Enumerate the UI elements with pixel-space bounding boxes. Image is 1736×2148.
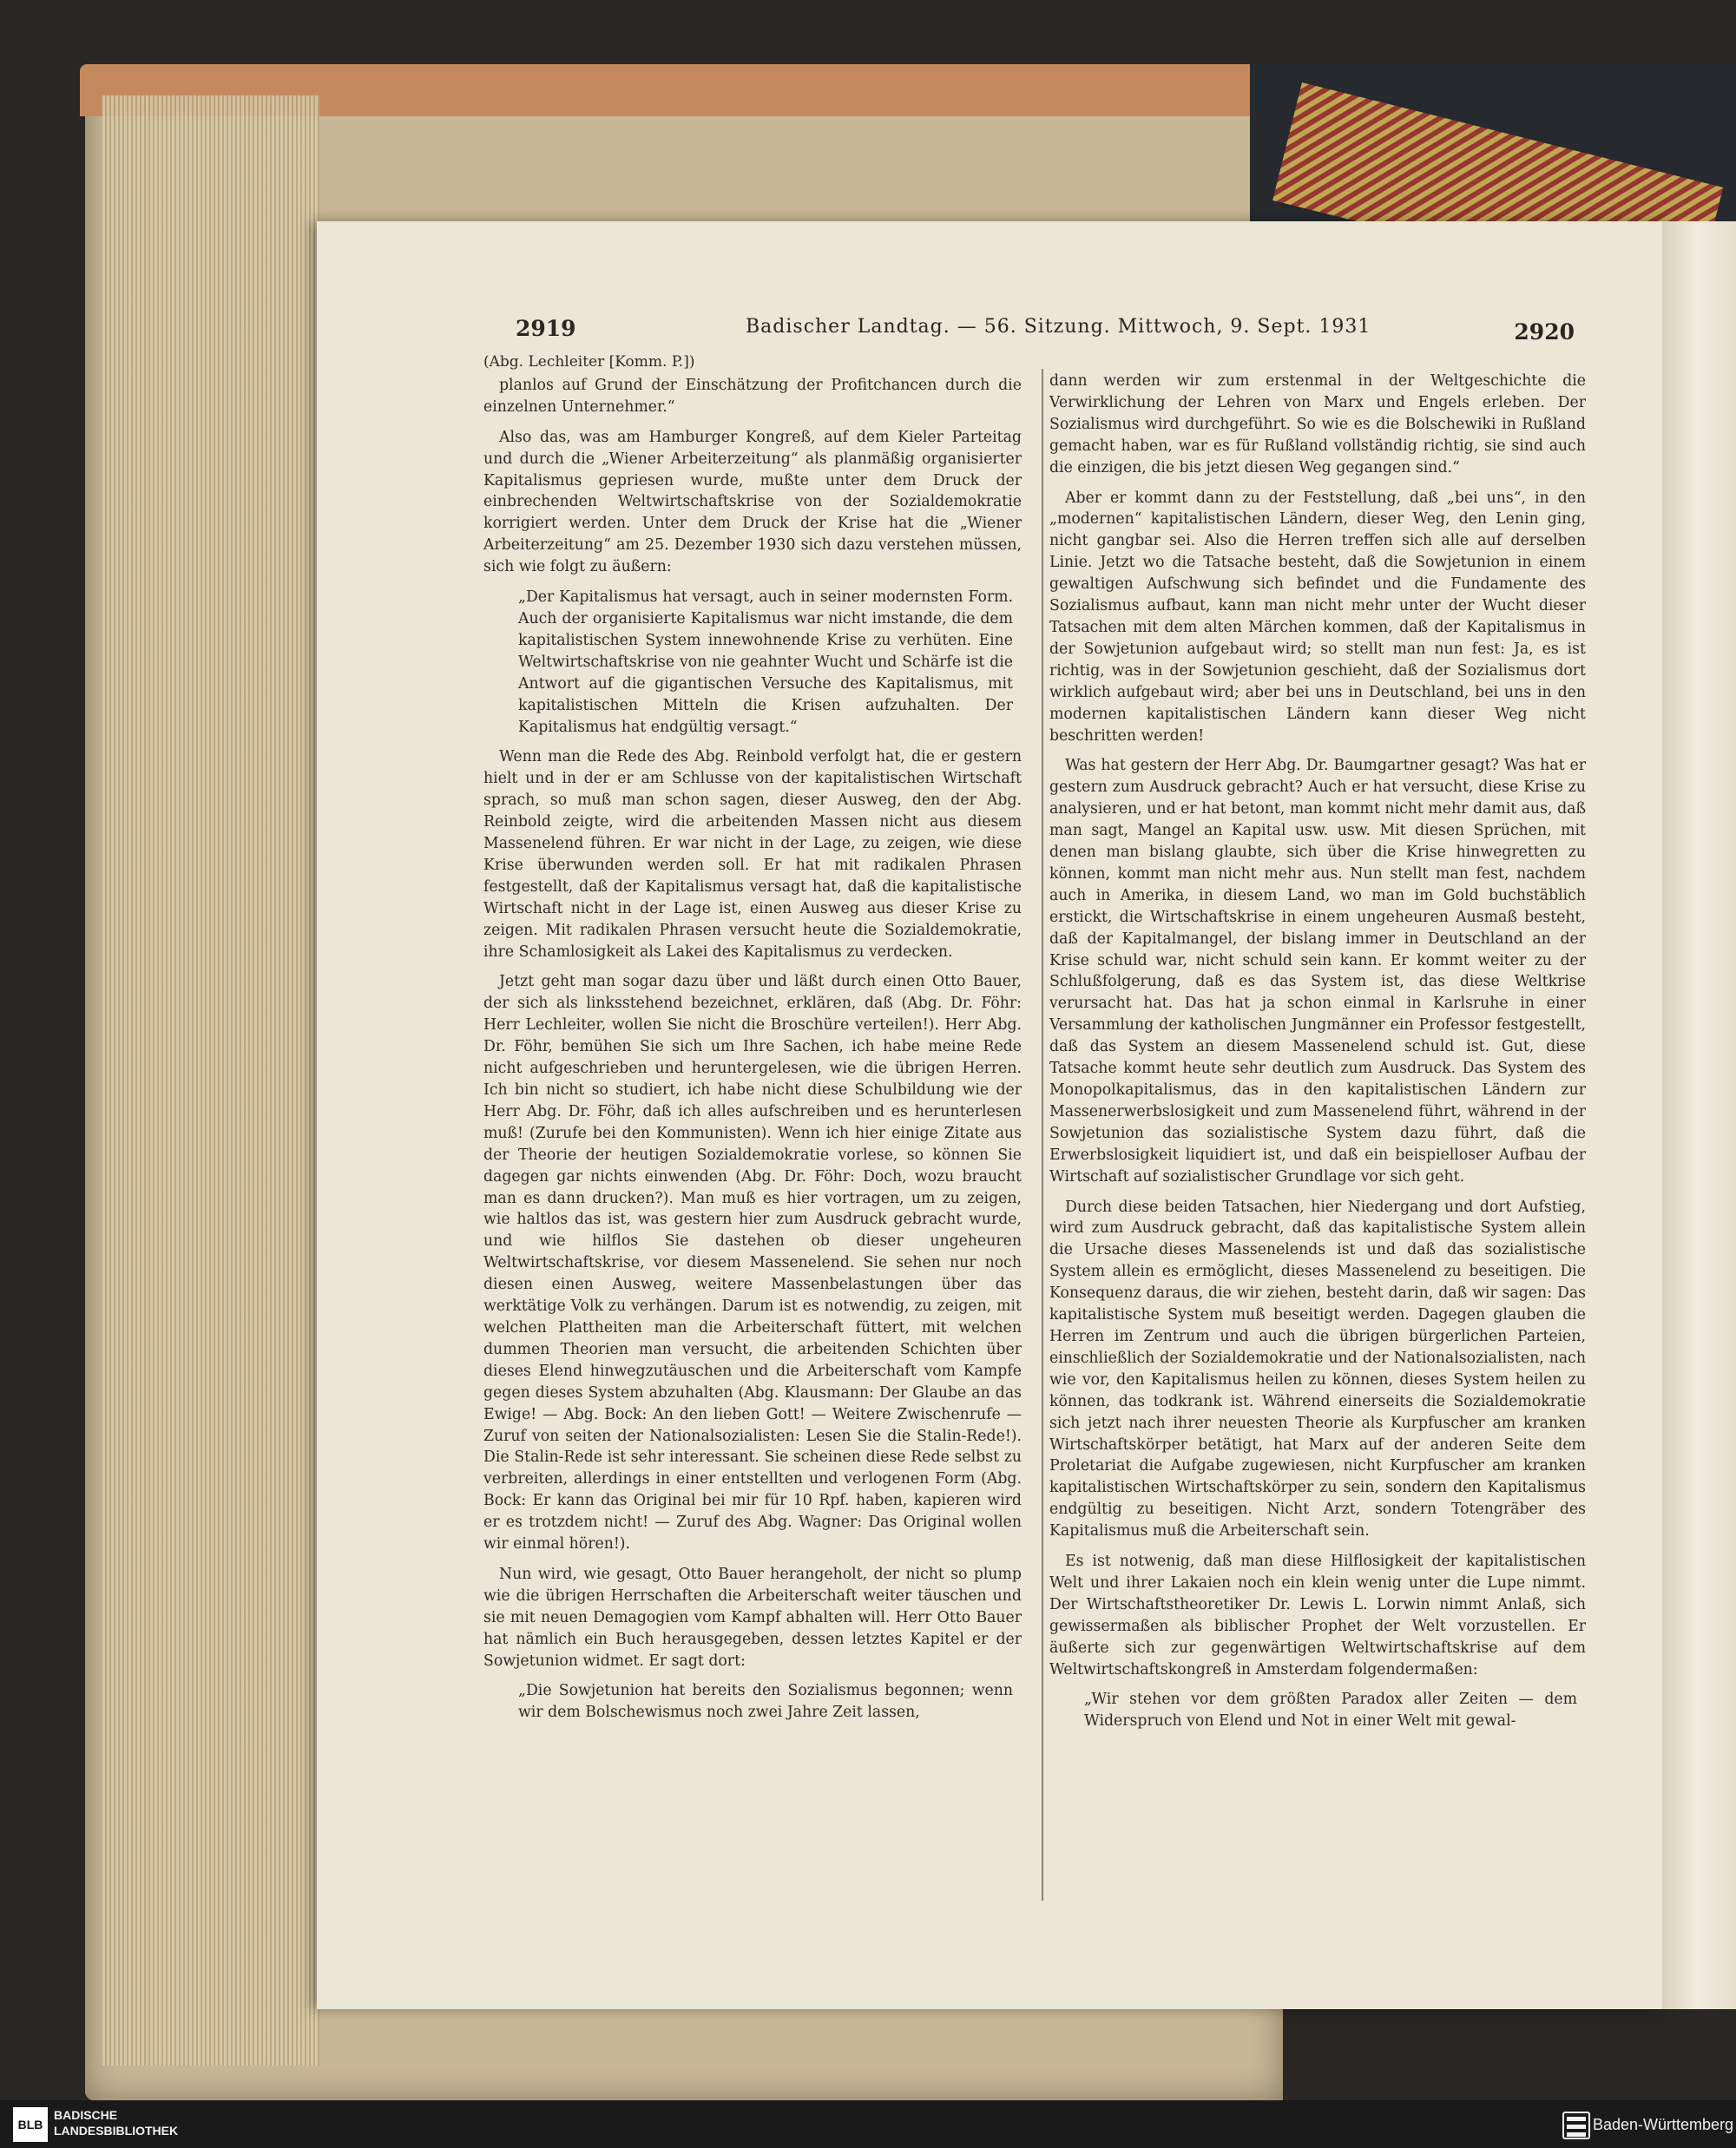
running-title: Badischer Landtag. — 56. Sitzung. Mittwoch, 9. Sept. 1931 bbox=[746, 316, 1371, 338]
paragraph: Nun wird, wie gesagt, Otto Bauer herangeholt, der nicht so plump wie die übrigen Herrschaften die Arbeiterschaft weiter täuschen und sie mit neuen Demagogien vom Kampf abhalten will. Herr Otto Bauer hat nämlich ein Buch herausgegeben, dessen letztes Kapitel er der Sowjetunion widmet. Er sagt dort: bbox=[483, 1565, 1022, 1670]
state-name: Baden-Württemberg bbox=[1593, 2116, 1734, 2133]
paragraph: Durch diese beiden Tatsachen, hier Niedergang und dort Aufstieg, wird zum Ausdruck gebracht, daß das kapitalistische System allein die Ursache dieses Massenelends ist und daß das sozialistische System allein es ermöglicht, dieses Massenelend zu beseitigen. Die Konsequenz daraus, die wir ziehen, besteht darin, daß wir sagen: Das kapitalistische System muß beseitigt werden. Dagegen glauben die Herren im Zentrum und auch die übrigen bürgerlichen Parteien, einschließlich der Sozialdemokratie und der Nationalsozialisten, nach wie vor, den Kapitalismus heilen zu können, dieses System heilen zu können, das todkrank ist. Während einerseits die Sozialdemokratie sich jetzt nach ihrer neuesten Theorie als Kurpfuscher am kranken Wirtschaftskörper betätigt, hat Marx auf der anderen Seite dem Proletariat die Aufgabe zugewiesen, nicht Kurpfuscher am kranken kapitalistischen Wirtschaftskörper zu sein, sondern den Kapitalismus endgültig zu beseitigen. Nicht Arzt, sondern Totengräber des Kapitalismus muß die Arbeiterschaft sein. bbox=[1049, 1198, 1586, 1540]
paragraph: Aber er kommt dann zu der Feststellung, daß „bei uns“, in den „modernen“ kapitalistischen Ländern, dieser Weg, den Lenin ging, nicht gangbar sei. Also die Herren treffen sich alle auf derselben Linie. Jetzt wo die Tatsache besteht, daß die Sowjetunion in einem gewaltigen Aufschwung sich befindet und die Fundamente des Sozialismus aufbaut, kann man nicht mehr unter der Wucht dieser Tatsachen mit dem alten Märchen kommen, daß der Kapitalismus in der Sowjetunion aufgebaut wird; so stellt man nun fest: Ja, es ist richtig, was in der Sowjetunion geschieht, daß der Sozialismus dort wirklich aufgebaut wird; aber bei uns in Deutschland, bei uns in den modernen kapitalistischen Ländern kann dieser Weg nicht beschritten werden! bbox=[1049, 489, 1586, 745]
block-quote: „Die Sowjetunion hat bereits den Sozialismus begonnen; wenn wir dem Bolschewismus noch zwei Jahre Zeit lassen, bbox=[518, 1682, 1013, 1722]
state-crest-icon bbox=[1562, 2112, 1590, 2139]
blb-logo: BLB bbox=[13, 2107, 48, 2142]
paragraph: Es ist notwenig, daß man diese Hilflosigkeit der kapitalistischen Welt und ihrer Lakaien noch ein klein wenig unter die Lupe nimmt. Der Wirtschaftstheoretiker Dr. Lewis L. Lorwin nimmt Anlaß, sich gewissermaßen als biblischer Prophet der Welt vorzustellen. Er äußerte sich zur gegenwärtigen Weltwirtschaftskrise auf dem Weltwirtschaftskongreß in Amsterdam folgendermaßen: bbox=[1049, 1553, 1586, 1678]
block-quote: „Wir stehen vor dem größten Paradox aller Zeiten — dem Widerspruch von Elend und Not in einer Welt mit gewal- bbox=[1084, 1691, 1577, 1731]
paragraph: dann werden wir zum erstenmal in der Weltgeschichte die Verwirklichung der Lehren von Marx und Engels erleben. Der Sozialismus wird durchgeführt. So wie es die Bolschewiki in Rußland gemacht haben, war es für Rußland vollständig richtig, sie sind auch die einzigen, die bis jetzt diesen Weg gegangen sind.“ bbox=[1049, 372, 1586, 476]
library-name-line2: LANDESBIBLIOTHEK bbox=[54, 2124, 179, 2138]
paragraph: planlos auf Grund der Einschätzung der Profitchancen durch die einzelnen Unternehmer.“ bbox=[483, 376, 1022, 416]
page-edges bbox=[102, 95, 319, 2066]
right-text-column bbox=[1049, 371, 1586, 1741]
library-name bbox=[54, 2107, 178, 2138]
paragraph: Wenn man die Rede des Abg. Reinbold verfolgt hat, die er gestern hielt und in der er am Schlusse von der kapitalistischen Wirtschaft sprach, so muß man schon sagen, dieser Ausweg, den der Abg. Reinbold zeigte, wird die arbeitenden Massen nicht aus diesem Massenelend führen. Er war nicht in der Lage, zu zeigen, wie diese Krise überwunden werden soll. Er hat mit radikalen Phrasen festgestellt, daß der Kapitalismus versagt hat, daß die kapitalistische Wirtschaft nicht in der Lage ist, einen Ausweg aus dieser Krise zu zeigen. Mit radikalen Phrasen versucht heute die Sozialdemokratie, ihre Schamlosigkeit als Lakei des Kapitalismus zu verdecken. bbox=[483, 748, 1022, 961]
paragraph: Also das, was am Hamburger Kongreß, auf dem Kieler Parteitag und durch die „Wiener Arbeiterzeitung“ als planmäßig organisierter Kapitalismus gepriesen wurde, mußte unter dem Druck der einbrechenden Weltwirtschaftskrise von der Sozialdemokratie korrigiert werden. Unter dem Druck der Krise hat die „Wiener Arbeiterzeitung“ am 25. Dezember 1930 sich dazu verstehen müssen, sich wie folgt zu äußern: bbox=[483, 428, 1022, 576]
left-page-number: 2919 bbox=[516, 316, 576, 341]
column-divider bbox=[1042, 369, 1043, 1901]
right-page-number: 2920 bbox=[1514, 319, 1575, 345]
paragraph: Jetzt geht man sogar dazu über und läßt durch einen Otto Bauer, der sich als linksstehend bezeichnet, erklären, daß (Abg. Dr. Föhr: Herr Lechleiter, wollen Sie nicht die Broschüre verteilen!). Herr Abg. Dr. Föhr, bemühen Sie sich um Ihre Sachen, ich habe meine Rede nicht aufgeschrieben und heruntergelesen, wie die übrigen Herren. Ich bin nicht so studiert, ich habe nicht diese Schulbildung wie der Herr Abg. Dr. Föhr, daß ich alles aufschreiben und es herunterlesen muß! (Zurufe bei den Kommunisten). Wenn ich hier einige Zitate aus der Theorie der heutigen Sozialdemokratie vorlese, so können Sie dagegen gar nichts einwenden (Abg. Dr. Föhr: Doch, wozu braucht man es dann drucken?). Man muß es hier vortragen, um zu zeigen, wie haltlos das ist, was gestern hier zum Ausdruck gebracht wurde, und wie hilflos Sie dastehen ob dieser ungeheuren Weltwirtschaftskrise, vor diesem Massenelend. Sie sehen nur noch diesen einen Ausweg, weitere Massenbelastungen über das werktätige Volk zu verhängen. Darum ist es notwendig, zu zeigen, mit welchen Plattheiten man die Arbeiterschaft füttert, mit welchen dummen Theorien man versucht, die arbeitenden Schichten über dieses Elend hinwegzutäuschen und die Arbeiterschaft vom Kampfe gegen dieses System abzuhalten (Abg. Klausmann: Der Glaube an das Ewige! — Abg. Bock: An den lieben Gott! — Weitere Zwischenrufe — Zuruf von seiten der Nationalsozialisten: Lesen Sie die Stalin-Rede!). Die Stalin-Rede ist sehr interessant. Sie scheinen diese Rede selbst zu verbreiten, allerdings in einer entstellten und verlogenen Form (Abg. Bock: Er kann das Original bei mir für 10 Rpf. haben, kapieren wird er es trotzdem nicht! — Zuruf des Abg. Wagner: Das Original wollen wir einmal hören!). bbox=[483, 973, 1022, 1554]
footer-bar bbox=[0, 2100, 1736, 2148]
page-gutter bbox=[1662, 221, 1736, 2009]
left-text-column bbox=[483, 351, 1022, 1732]
paragraph: Was hat gestern der Herr Abg. Dr. Baumgartner gesagt? Was hat er gestern zum Ausdruck gebracht? Auch er hat versucht, diese Krise zu analysieren, und er hat betont, man kommt nicht mehr damit aus, daß man sagt, Mangel an Kapital usw. usw. Mit diesen Sprüchen, mit denen man bislang glaubte, sich über die Krise hinwegretten zu können, kommt man nicht mehr aus. Nun stellt man fest, nachdem auch in Amerika, in diesem Land, wo man im Gold buchstäblich erstickt, die Wirtschaftskrise in einem ungeheuren Ausmaß besteht, daß der Kapitalmangel, der bislang immer in Deutschland an der Krise schuld war, nicht schuld sein kann. Er kommt weiter zu der Schlußfolgerung, daß es das System ist, das diese Weltkrise verursacht hat. Das hat ja schon einmal in Karlsruhe in einer Versammlung der katholischen Jungmänner ein Professor festgestellt, daß das System an diesem Massenelend schuld ist. Gut, diese Tatsache kommt heute sehr deutlich zum Ausdruck. Das System des Monopolkapitalismus, das in den kapitalistischen Ländern zur Massenerwerbslosigkeit und zum Massenelend führt, während in der Sowjetunion das sozialistische System dazu führt, daß die Erwerbslosigkeit liquidiert ist, und daß ein beispielloser Aufbau der Wirtschaft auf sozialistischer Grundlage vor sich geht. bbox=[1049, 757, 1586, 1186]
library-name-line1: BADISCHE bbox=[54, 2108, 118, 2122]
block-quote: „Der Kapitalismus hat versagt, auch in seiner modernsten Form. Auch der organisierte Kapitalismus war nicht imstande, die dem kapitalistischen System innewohnende Krise zu verhüten. Eine Weltwirtschaftskrise von nie geahnter Wucht und Schärfe ist die Antwort auf die gigantischen Versuche des Kapitalismus, mit kapitalistischen Mitteln die Krisen aufzuhalten. Der Kapitalismus hat endgültig versagt.“ bbox=[518, 588, 1013, 736]
speaker-attribution: (Abg. Lechleiter [Komm. P.]) bbox=[483, 353, 695, 371]
